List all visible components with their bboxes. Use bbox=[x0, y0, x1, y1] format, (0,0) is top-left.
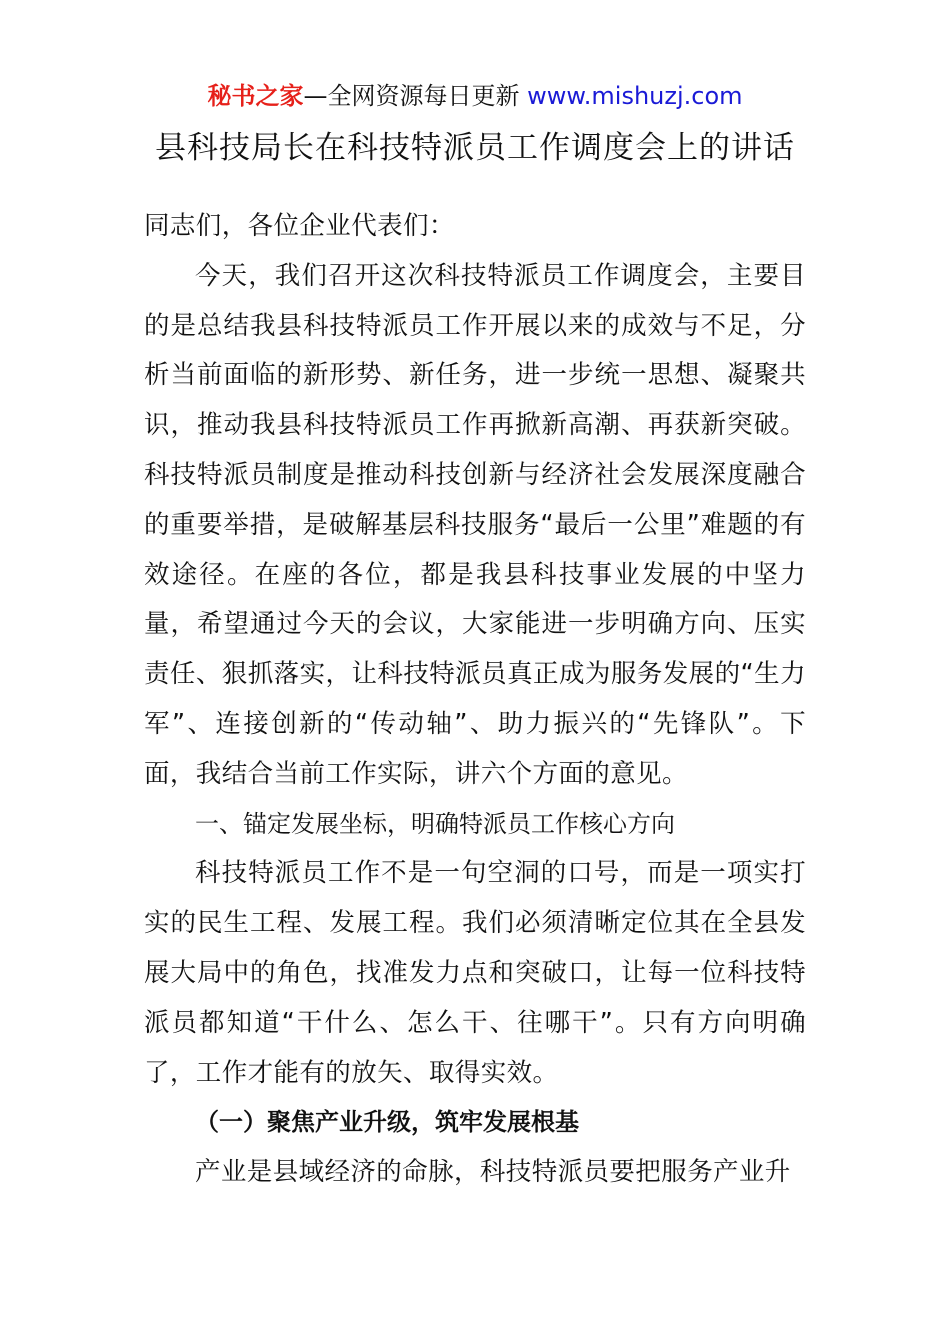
document-body bbox=[144, 202, 806, 1198]
site-brand: 秘书之家 bbox=[207, 82, 304, 110]
subsection-heading-1: （一）聚焦产业升级，筑牢发展根基 bbox=[195, 1108, 579, 1137]
site-url-link[interactable]: www.mishuzj.com bbox=[527, 82, 743, 110]
document-title: 县科技局长在科技特派员工作调度会上的讲话 bbox=[155, 130, 795, 166]
paragraph-subsection-1: 产业是县域经济的命脉，科技特派员要把服务产业升 bbox=[195, 1157, 791, 1188]
section-heading-1: 一、锚定发展坐标，明确特派员工作核心方向 bbox=[195, 809, 675, 838]
paragraph-opening: 今天，我们召开这次科技特派员工作调度会，主要目的是总结我县科技特派员工作开展以来的成效与不足，分析当前面临的新形势、新任务，进一步统一思想、凝聚共识，推动我县科技特派员工作再掀新高潮、再获新突破。科技特派员制度是推动科技创新与经济社会发展深度融合的重要举措，是破解基层科技服务“最后一公里”难题的有效途径。在座的各位，都是我县科技事业发展的中坚力量，希望通过今天的会议，大家能进一步明确方向、压实责任、狠抓落实，让科技特派员真正成为服务发展的“生力军”、连接创新的“传动轴”、助力振兴的“先锋队”。下面，我结合当前工作实际，讲六个方面的意见。 bbox=[144, 260, 806, 789]
site-header bbox=[0, 78, 950, 114]
site-tagline: —全网资源每日更新 bbox=[303, 82, 528, 110]
salutation: 同志们，各位企业代表们： bbox=[144, 211, 455, 241]
paragraph-section-1: 科技特派员工作不是一句空洞的口号，而是一项实打实的民生工程、发展工程。我们必须清晰定位其在全县发展大局中的角色，找准发力点和突破口，让每一位科技特派员都知道“干什么、怎么干、往哪干”。只有方向明确了，工作才能有的放矢、取得实效。 bbox=[144, 858, 806, 1088]
